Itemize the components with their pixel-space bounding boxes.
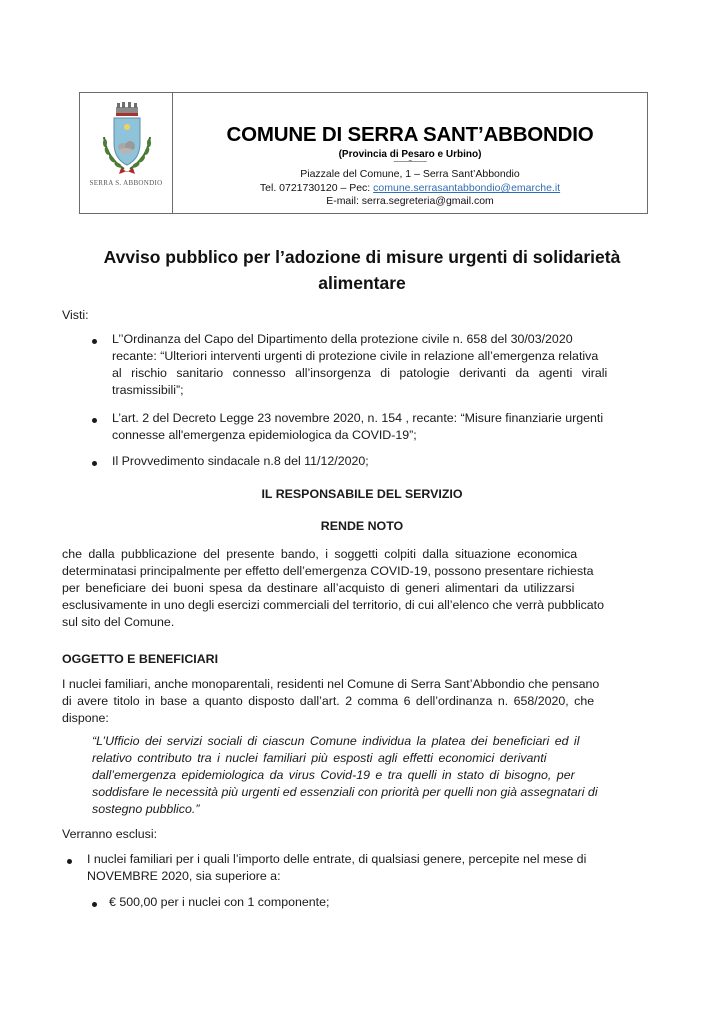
visti-item-3	[112, 453, 662, 470]
crest-cell	[80, 93, 173, 213]
text-line: per beneficiare dei buoni spesa da destinare all’acquisto di generi alimentari da utilizzarsi	[62, 581, 575, 595]
quote-line: dall’emergenza epidemiologica da virus Covid-19 e tra quelli in stato di bisogno, per	[92, 768, 575, 782]
document-title	[70, 244, 654, 296]
telephone: Tel. 0721730120 – Pec:	[259, 182, 374, 194]
text-line: I nuclei familiari, anche monoparentali, residenti nel Comune di Serra Sant’Abbondio che pensano	[62, 677, 600, 691]
quote-line: sostegno pubblico.”	[92, 802, 200, 816]
bullet-icon	[67, 859, 72, 864]
visti-item-2	[112, 410, 662, 444]
text-line-content: L’’Ordinanza del Capo del Dipartimento della protezione civile n. 658 del 30/03/2020	[112, 332, 573, 346]
pec-link[interactable]: comune.serrasantabbondio@emarche.it	[373, 182, 561, 194]
bullet-icon	[92, 339, 97, 344]
visti-item-1	[112, 331, 662, 399]
oggetto-paragraph	[62, 676, 662, 727]
quote-line: “L’Ufficio dei servizi sociali di ciascun Comune individua la platea dei beneficiari ed il	[92, 734, 580, 748]
text-line: I nuclei familiari per i quali l’importo delle entrate, di qualsiasi genere, percepite nel mese di	[87, 852, 587, 866]
text-line: sul sito del Comune.	[62, 615, 175, 629]
text-line: esclusivamente in uno degli esercizi commerciali del territorio, di cui all’elenco che verrà pubblicato	[62, 598, 604, 612]
text-line: dispone:	[62, 711, 109, 725]
organization-name: COMUNE DI SERRA SANT’ABBONDIO	[226, 123, 594, 146]
text-line: di avere titolo in base a quanto disposto dall’art. 2 comma 6 dell’ordinanza n. 658/2020, che	[62, 694, 595, 708]
text-line: Il Provvedimento sindacale n.8 del 11/12/2020;	[112, 454, 369, 468]
email: E-mail: serra.segreteria@gmail.com	[326, 195, 494, 207]
bullet-icon	[92, 418, 97, 423]
oggetto-heading: OGGETTO E BENEFICIARI	[62, 652, 219, 666]
address: Piazzale del Comune, 1 – Serra Sant’Abbondio	[300, 168, 520, 180]
text-line: NOVEMBRE 2020, sia superiore a:	[87, 869, 281, 883]
ordinanza-quote	[92, 733, 662, 818]
separator: ----------=----------	[393, 159, 427, 165]
rende-noto-heading: RENDE NOTO	[320, 519, 404, 533]
text-line: determinatasi principalmente per effetto dell’emergenza COVID-19, possono presentare richiesta	[62, 564, 594, 578]
visti-label: Visti:	[62, 308, 89, 322]
text-line: connesse all'emergenza epidemiologica da COVID-19”;	[112, 428, 417, 442]
bullet-icon	[92, 902, 97, 907]
title-line-2: alimentare	[318, 273, 406, 293]
text-line: che dalla pubblicazione del presente bando, i soggetti colpiti dalla situazione economica	[62, 547, 578, 561]
text-line: recante: “Ulteriori interventi urgenti di protezione civile in relazione all’emergenza relativa	[112, 349, 599, 363]
text-line: L’art. 2 del Decreto Legge 23 novembre 2020, n. 154 , recante: “Misure finanziarie urgenti	[112, 411, 604, 425]
crest-caption: SERRA S. ABBONDIO	[89, 179, 163, 187]
text-line: trasmissibili”;	[112, 383, 184, 397]
quote-line: relativo contributo tra i nuclei familiari più esposti agli effetti economici derivanti	[92, 751, 547, 765]
province: (Provincia di Pesaro e Urbino)	[338, 149, 482, 160]
coat-of-arms-icon	[92, 101, 162, 187]
text-line	[112, 331, 662, 348]
letterhead-text	[173, 93, 647, 213]
bullet-icon	[92, 461, 97, 466]
title-line-1: Avviso pubblico per l’adozione di misure urgenti di solidarietà	[103, 247, 621, 267]
esclusi-sub-item: € 500,00 per i nuclei con 1 componente;	[109, 895, 330, 909]
contacts-line	[173, 182, 647, 194]
text-line: al rischio sanitario connesso all’insorgenza di patologie derivanti da agenti virali	[112, 366, 608, 380]
responsabile-heading: IL RESPONSABILE DEL SERVIZIO	[261, 487, 463, 501]
announcement-paragraph	[62, 546, 662, 631]
esclusi-item	[87, 851, 667, 885]
quote-line: soddisfare le necessità più urgenti ed essenziali con priorità per quelli non già assegnatari di	[92, 785, 598, 799]
letterhead	[79, 92, 648, 214]
esclusi-label: Verranno esclusi:	[62, 827, 158, 841]
